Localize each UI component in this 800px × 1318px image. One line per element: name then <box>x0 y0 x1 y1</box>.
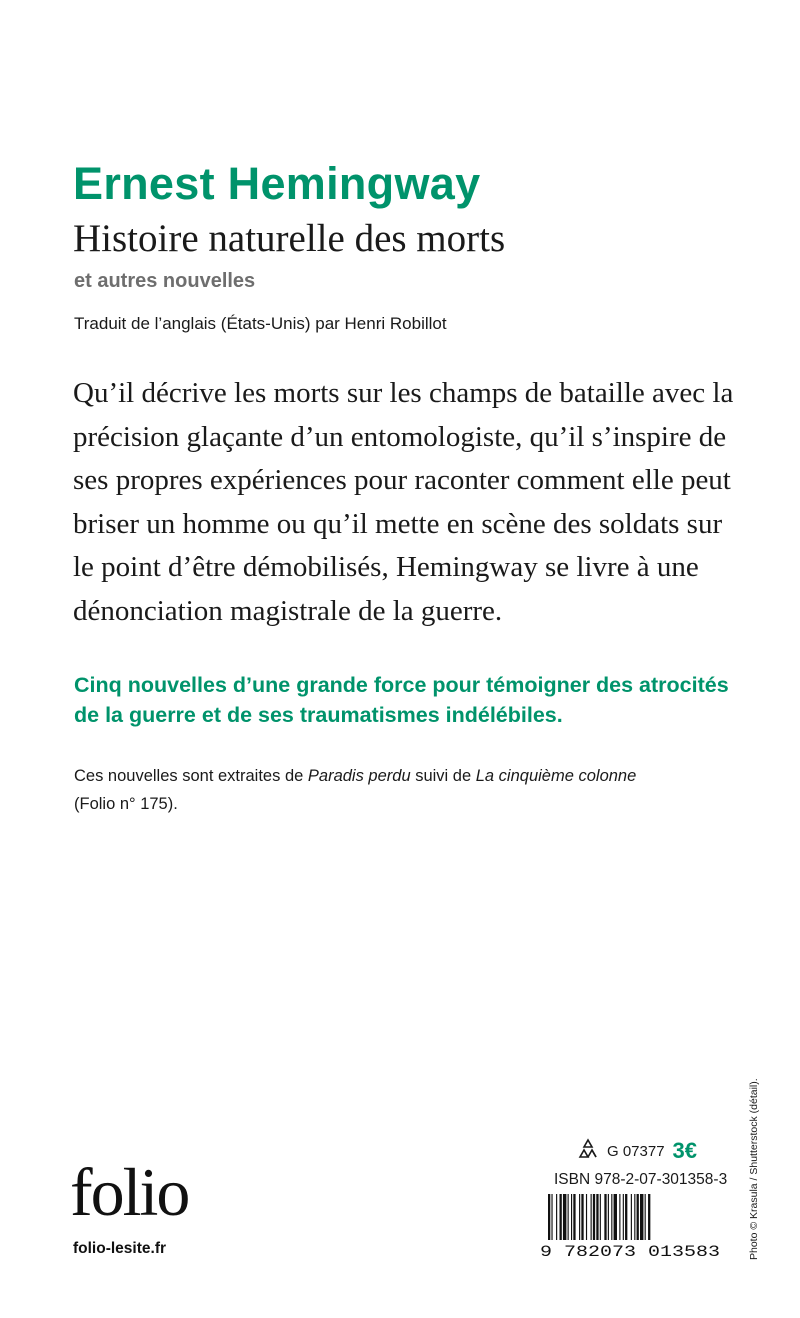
blurb-line: ses propres expériences pour raconter comment elle peut <box>73 464 731 496</box>
folio-logo: folio <box>70 1154 189 1230</box>
source-line-1 <box>74 762 734 790</box>
source-prefix: Ces nouvelles sont extraites de <box>74 767 308 785</box>
blurb-line: précision glaçante d’un entomologiste, qu’il s’inspire de <box>73 420 727 453</box>
price: 3€ <box>672 1138 698 1163</box>
source-work-cinquieme: La cinquième colonne <box>475 767 637 785</box>
barcode-digits: 9 782073 013583 <box>540 1243 720 1260</box>
recycling-icon <box>577 1138 599 1165</box>
blurb-line: le point d’être démobilisés, Hemingway se livre à une <box>73 551 699 583</box>
highlight-tagline <box>74 670 754 730</box>
highlight-line: Cinq nouvelles d’une grande force pour témoigner des atrocités <box>74 673 729 697</box>
highlight-line: de la guerre et de ses traumatismes indélébiles. <box>74 703 563 727</box>
blurb-line: Qu’il décrive les morts sur les champs de bataille avec la <box>73 377 734 409</box>
source-note <box>74 762 734 818</box>
publisher-website: folio-lesite.fr <box>73 1240 167 1257</box>
blurb-line: dénonciation magistrale de la guerre. <box>73 594 503 627</box>
blurb-line: briser un homme ou qu’il mette en scène des soldats sur <box>73 507 723 540</box>
blurb-paragraph <box>73 372 733 633</box>
book-subtitle: et autres nouvelles <box>74 270 256 292</box>
author-name: Ernest Hemingway <box>73 158 481 209</box>
source-middle: suivi de <box>410 767 476 785</box>
price-row <box>577 1138 697 1164</box>
photo-credit: Photo © Krasula / Shutterstock (détail). <box>748 1078 760 1260</box>
product-code: G 07377 <box>607 1142 665 1160</box>
barcode <box>540 1192 720 1260</box>
source-line-2: (Folio n° 175). <box>74 795 178 813</box>
translator-credit: Traduit de l’anglais (États-Unis) par Henri Robillot <box>74 314 447 333</box>
book-title: Histoire naturelle des morts <box>73 217 506 260</box>
isbn: ISBN 978-2-07-301358-3 <box>554 1171 728 1188</box>
source-work-paradis: Paradis perdu <box>307 767 411 785</box>
barcode-bars <box>548 1194 650 1240</box>
